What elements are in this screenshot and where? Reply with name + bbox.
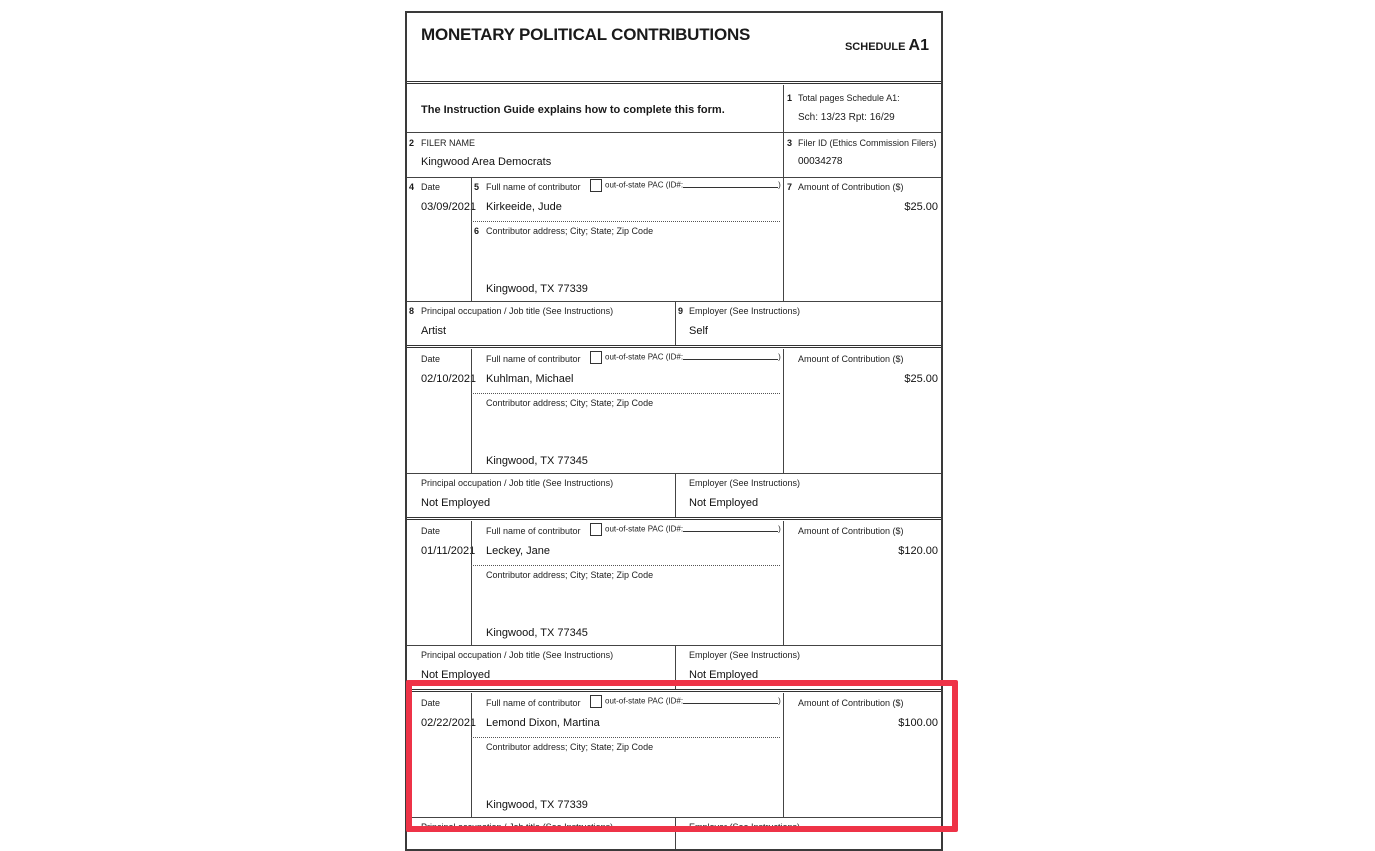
schedule-prefix: SCHEDULE [844,41,906,53]
address-label: Contributor address; City; State; Zip Code [486,226,654,236]
filer-id-value: 00034278 [798,156,843,167]
header-divider [407,81,941,84]
contributor-address: Kingwood, TX 77345 [486,627,588,639]
occupation-label: Principal occupation / Job title (See Instructions) [421,306,614,316]
out-of-state-pac [590,179,781,192]
amount-column-divider [783,349,784,473]
out-of-state-label: out-of-state PAC (ID#: [605,524,684,534]
date-value: 02/22/2021 [421,717,477,729]
filer-id-label: Filer ID (Ethics Commission Filers) [798,138,937,148]
pac-close-paren: ) [778,352,781,362]
pac-close-paren: ) [778,696,781,706]
pac-id-line [683,180,778,188]
out-of-state-checkbox[interactable] [590,179,602,192]
instruction-divider [407,132,941,133]
field-number-3: 3 [787,138,793,148]
employer-value: Not Employed [689,497,759,509]
field-number-8: 8 [409,306,415,316]
occupation-value: Not Employed [421,497,491,509]
contribution-amount: $25.00 [904,373,938,385]
entry-divider [407,301,941,302]
out-of-state-label: out-of-state PAC (ID#: [605,352,684,362]
full-name-label: Full name of contributor [486,698,581,708]
name-divider [471,565,780,566]
date-value: 01/11/2021 [421,545,476,557]
date-value: 02/10/2021 [421,373,477,385]
address-label: Contributor address; City; State; Zip Code [486,398,654,408]
address-label: Contributor address; City; State; Zip Code [486,570,654,580]
field-number-7: 7 [787,182,793,192]
out-of-state-pac [590,523,781,536]
date-column-divider [471,178,472,301]
out-of-state-label: out-of-state PAC (ID#: [605,696,684,706]
date-label: Date [421,354,441,364]
employer-label: Employer (See Instructions) [689,650,801,660]
schedule-label [845,37,929,55]
pac-id-line [683,524,778,532]
pac-id-line [683,696,778,704]
right-column-divider [783,85,784,301]
entry-divider [407,645,941,646]
occupation-label: Principal occupation / Job title (See Instructions) [421,822,614,832]
amount-label: Amount of Contribution ($) [798,698,904,708]
out-of-state-label: out-of-state PAC (ID#: [605,180,684,190]
contributor-name: Leckey, Jane [486,545,551,557]
date-label: Date [421,182,441,192]
contributor-address: Kingwood, TX 77345 [486,455,588,467]
contributor-name: Kuhlman, Michael [486,373,574,385]
out-of-state-checkbox[interactable] [590,695,602,708]
employer-label: Employer (See Instructions) [689,478,801,488]
entry-divider [407,817,941,818]
pac-id-line [683,352,778,360]
filer-divider [407,177,941,178]
field-number-6: 6 [474,226,480,236]
occupation-value: Not Employed [421,669,491,681]
date-label: Date [421,526,441,536]
name-divider [471,221,780,222]
occupation-column-divider [675,817,676,851]
contribution-amount: $25.00 [904,201,938,213]
full-name-label: Full name of contributor [486,182,581,192]
pac-close-paren: ) [778,180,781,190]
contribution-amount: $120.00 [898,545,938,557]
name-divider [471,393,780,394]
total-pages-label: Total pages Schedule A1: [798,93,900,103]
address-label: Contributor address; City; State; Zip Code [486,742,654,752]
contributor-name: Lemond Dixon, Martina [486,717,600,729]
schedule-code: A1 [908,37,929,54]
occupation-column-divider [675,473,676,517]
out-of-state-pac [590,695,781,708]
amount-label: Amount of Contribution ($) [798,354,904,364]
occupation-column-divider [675,645,676,689]
contributor-address: Kingwood, TX 77339 [486,799,588,811]
field-number-9: 9 [678,306,684,316]
contributor-address: Kingwood, TX 77339 [486,283,588,295]
name-divider [471,737,780,738]
pac-close-paren: ) [778,524,781,534]
amount-column-divider [783,693,784,817]
date-column-divider [471,349,472,473]
entry-separator [407,345,941,348]
form-title: MONETARY POLITICAL CONTRIBUTIONS [421,25,751,44]
out-of-state-checkbox[interactable] [590,351,602,364]
amount-label: Amount of Contribution ($) [798,526,904,536]
entry-separator [407,517,941,520]
occupation-label: Principal occupation / Job title (See Instructions) [421,478,614,488]
entry-separator [407,689,941,692]
out-of-state-checkbox[interactable] [590,523,602,536]
full-name-label: Full name of contributor [486,526,581,536]
date-label: Date [421,698,441,708]
filer-name-value: Kingwood Area Democrats [421,156,552,168]
employer-label: Employer (See Instructions) [689,306,801,316]
field-number-4: 4 [409,182,415,192]
occupation-column-divider [675,301,676,345]
employer-label: Employer (See Instructions) [689,822,801,832]
filer-name-label: FILER NAME [421,138,476,148]
occupation-value: Artist [421,325,447,337]
field-number-2: 2 [409,138,415,148]
amount-column-divider [783,521,784,645]
field-number-5: 5 [474,182,480,192]
full-name-label: Full name of contributor [486,354,581,364]
instruction-text: The Instruction Guide explains how to complete this form. [421,104,725,116]
contributor-name: Kirkeeide, Jude [486,201,562,213]
out-of-state-pac [590,351,781,364]
employer-value: Self [689,325,708,337]
date-column-divider [471,521,472,645]
date-value: 03/09/2021 [421,201,477,213]
employer-value: Not Employed [689,669,759,681]
entry-divider [407,473,941,474]
schedule-a1-form [405,11,943,851]
total-pages-value: Sch: 13/23 Rpt: 16/29 [798,112,895,123]
amount-label: Amount of Contribution ($) [798,182,904,192]
contribution-amount: $100.00 [898,717,938,729]
field-number-1: 1 [787,93,793,103]
date-column-divider [471,693,472,817]
occupation-label: Principal occupation / Job title (See Instructions) [421,650,614,660]
